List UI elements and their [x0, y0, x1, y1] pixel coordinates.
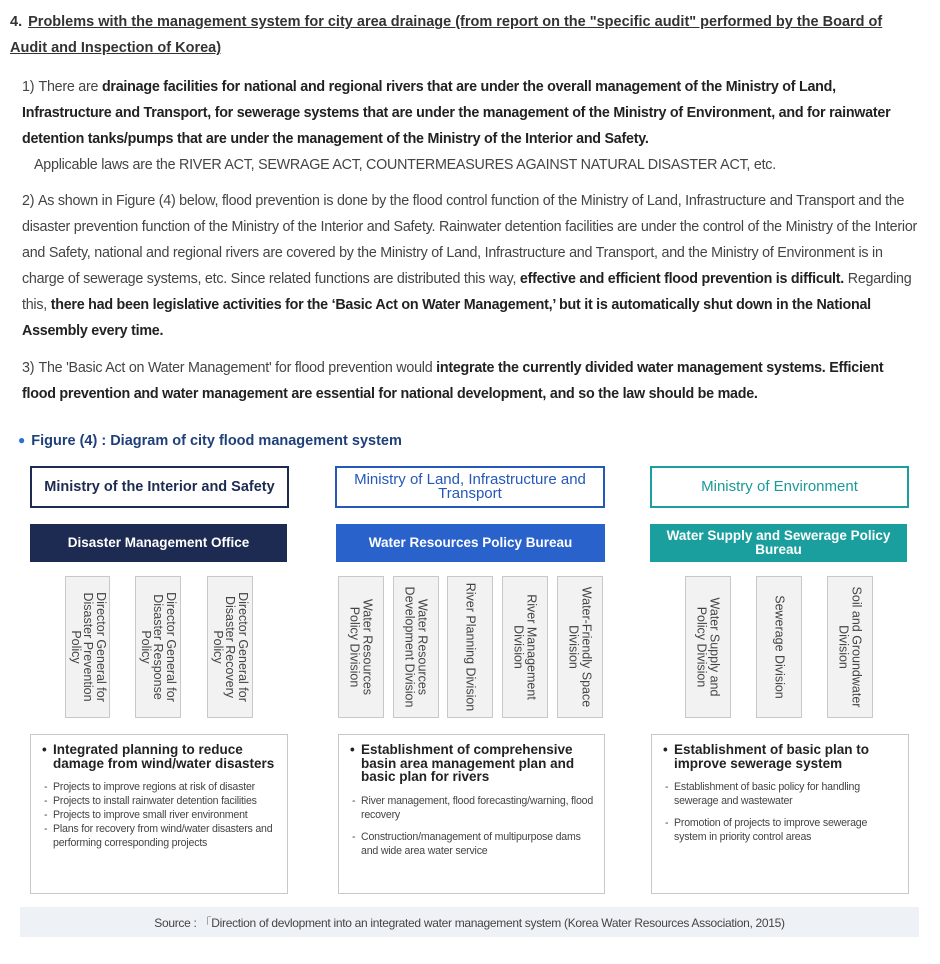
description-title: • Establishment of comprehensive basin area management plan and basic plan for rivers	[351, 743, 594, 784]
list-item: - Promotion of projects to improve sewerage system in priority control areas	[664, 816, 898, 844]
paragraph-text: There are	[38, 79, 102, 95]
ministry-label: Ministry of Environment	[701, 478, 858, 495]
description-list	[664, 780, 898, 844]
division-label: Director General for Disaster Prevention Policy	[68, 592, 108, 702]
ministry-interior-safety	[30, 466, 289, 508]
list-item: - Establishment of basic policy for handling sewerage and wastewater	[664, 780, 898, 808]
division-box	[393, 576, 439, 718]
paragraph-number: 2)	[22, 193, 35, 209]
heading-number: 4.	[10, 14, 23, 30]
division-box	[207, 576, 253, 718]
paragraph-3	[22, 355, 918, 407]
description-box	[338, 734, 605, 894]
paragraph-bold: drainage facilities for national and regional rivers that are under the overall management of the Ministry of Land, Infrastructure and Transport, for sewerage systems that are under the management of the Ministry of Environment, and for rainwater detention tanks/pumps that are under the management of the Ministry of the Interior and Safety.	[22, 79, 891, 147]
list-item: - River management, flood forecasting/warning, flood recovery	[351, 794, 594, 822]
paragraph-number: 1)	[22, 79, 35, 95]
division-label: Water-Friendly Space Division	[567, 586, 594, 708]
division-label: Water Resources Policy Division	[348, 598, 375, 696]
division-label: Sewerage Division	[772, 595, 787, 699]
bullet-icon: ●	[18, 433, 26, 447]
office-label: Disaster Management Office	[67, 535, 250, 550]
division-box	[502, 576, 548, 718]
office-water-resources-policy	[336, 524, 605, 562]
paragraph-text: As shown in Figure (4) below, flood prevention is done by the flood control function of the Ministry of Land, Infrastructure and Transport and the disaster prevention function of the Ministry of the Interior and Safety. Rainwater detention facilities are under the control of the Ministry of the Interior and Safety, national and regional rivers are covered by the Ministry of Land, Infrastructure and Transport, and the Ministry of Environment is in charge of sewerage systems, etc. Since related functions are distributed this way,	[22, 193, 918, 287]
description-title: • Integrated planning to reduce damage from wind/water disasters	[43, 743, 277, 770]
ministry-land-infrastructure	[335, 466, 605, 508]
paragraph-bold: there had been legislative activities for the ‘Basic Act on Water Management,’ but it is automatically shut down in the National Assembly every time.	[22, 297, 871, 339]
list-item: - Construction/management of multipurpose dams and wide area water service	[351, 830, 594, 858]
paragraph-2	[22, 188, 918, 344]
division-label: River Planning Division	[463, 582, 478, 712]
list-item: - Projects to improve regions at risk of disaster	[43, 780, 277, 794]
list-item: - Projects to install rainwater detention facilities	[43, 794, 277, 808]
paragraph-1	[22, 74, 918, 178]
heading-text: Problems with the management system for city area drainage (from report on the "specific audit" performed by the Board of Audit and Inspection of Korea)	[10, 14, 883, 56]
division-label: Director General for Disaster Response Policy	[138, 592, 178, 702]
division-label: Director General for Disaster Recovery Policy	[210, 592, 250, 702]
division-box	[65, 576, 110, 718]
office-label: Water Supply and Sewerage Policy Bureau	[666, 528, 891, 557]
paragraph-line: Applicable laws are the RIVER ACT, SEWRAGE ACT, COUNTERMEASURES AGAINST NATURAL DISASTER ACT, etc.	[34, 157, 776, 173]
list-item: - Projects to improve small river environment	[43, 808, 277, 822]
section-heading	[10, 9, 920, 61]
description-box	[30, 734, 288, 894]
description-box	[651, 734, 909, 894]
paragraph-bold: integrate the currently divided water management systems. Efficient flood prevention and water management are essential for national development, and so the law should be made.	[22, 360, 884, 402]
division-label: Soil and Groundwater Division	[837, 586, 864, 708]
paragraph-text: Regarding this,	[22, 271, 912, 313]
office-label: Water Resources Policy Bureau	[368, 535, 573, 550]
paragraph-bold: effective and efficient flood prevention is difficult.	[519, 271, 845, 287]
division-box	[338, 576, 384, 718]
division-label: Water Resources Development Division	[403, 586, 430, 708]
division-label: River Management Division	[512, 594, 539, 700]
source-caption	[20, 907, 919, 937]
description-list	[43, 780, 277, 850]
paragraph-number: 3)	[22, 360, 35, 376]
office-disaster-management	[30, 524, 287, 562]
division-box	[756, 576, 802, 718]
division-box	[685, 576, 731, 718]
division-label: Water Supply and Policy Division	[695, 597, 722, 697]
division-box	[827, 576, 873, 718]
description-title: • Establishment of basic plan to improve sewerage system	[664, 743, 898, 770]
ministry-label: Ministry of Land, Infrastructure and Transport	[354, 471, 586, 502]
ministry-environment	[650, 466, 909, 508]
source-text: Source : 「Direction of devlopment into an integrated water management system (Korea Water Resources Association, 2015)	[154, 915, 785, 930]
list-item: - Plans for recovery from wind/water disasters and performing corresponding projects	[43, 822, 277, 850]
division-box	[557, 576, 603, 718]
figure-title	[18, 430, 402, 452]
description-list	[351, 794, 594, 858]
office-water-supply-sewerage	[650, 524, 907, 562]
division-box	[135, 576, 181, 718]
ministry-label: Ministry of the Interior and Safety	[44, 479, 275, 495]
paragraph-text: The 'Basic Act on Water Management' for flood prevention would	[38, 360, 437, 376]
figure-title-text: Figure (4) : Diagram of city flood management system	[31, 433, 402, 449]
division-box	[447, 576, 493, 718]
